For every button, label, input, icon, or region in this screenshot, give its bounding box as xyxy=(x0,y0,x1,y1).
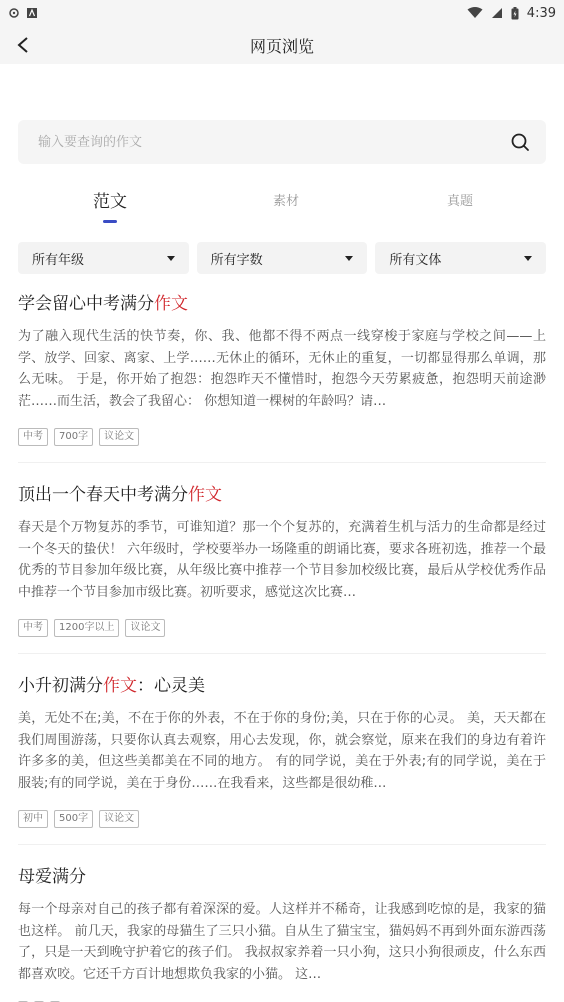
list-item[interactable] xyxy=(18,292,546,463)
search-icon[interactable] xyxy=(510,132,530,152)
tab-sucai[interactable] xyxy=(226,190,346,209)
tag-list xyxy=(18,428,546,446)
battery-icon xyxy=(511,7,519,20)
top-bar xyxy=(0,26,564,64)
article-list xyxy=(18,292,546,1002)
filter-label: 所有文体 xyxy=(389,252,442,268)
active-tab-indicator xyxy=(103,220,117,223)
title-text: 母爱满分 xyxy=(18,867,86,887)
tag-grade: 初中 xyxy=(18,810,48,828)
app-notification-icon xyxy=(8,7,20,19)
tag-grade: 中考 xyxy=(18,428,48,446)
article-title xyxy=(18,865,546,889)
filter-label: 所有年级 xyxy=(32,252,85,268)
title-text: 小升初满分 xyxy=(18,676,103,696)
tag-list xyxy=(18,810,546,828)
article-title xyxy=(18,674,546,698)
filter-label: 所有字数 xyxy=(210,252,263,268)
tab-zhenti[interactable] xyxy=(400,190,520,209)
status-time: 4:39 xyxy=(526,5,556,21)
tag-genre: 议论文 xyxy=(99,810,139,828)
dropdown-caret-icon xyxy=(167,256,175,261)
title-highlight: 作文 xyxy=(188,485,222,505)
title-highlight: 作文 xyxy=(154,294,188,314)
list-item[interactable] xyxy=(18,674,546,845)
title-text: 顶出一个春天中考满分 xyxy=(18,485,188,505)
tab-label: 素材 xyxy=(272,194,299,209)
wordcount-filter-dropdown[interactable] xyxy=(197,242,368,274)
tab-fanwen[interactable] xyxy=(50,187,170,212)
search-bar xyxy=(18,120,546,164)
list-item[interactable] xyxy=(18,483,546,654)
genre-filter-dropdown[interactable] xyxy=(375,242,546,274)
wifi-icon xyxy=(467,7,483,19)
category-tabs xyxy=(0,190,564,230)
status-bar xyxy=(0,0,564,26)
tag-genre: 议论文 xyxy=(125,619,165,637)
grade-filter-dropdown[interactable] xyxy=(18,242,189,274)
search-input[interactable] xyxy=(18,120,498,164)
divider xyxy=(18,653,546,654)
tag-genre: 议论文 xyxy=(99,428,139,446)
divider xyxy=(18,844,546,845)
status-left-icons xyxy=(8,7,38,19)
dropdown-caret-icon xyxy=(524,256,532,261)
article-excerpt: 美，无处不在;美，不在于你的外表，不在于你的身份;美，只在于你的心灵。 美，天天都在我们周围游荡，只要你认真去观察，用心去发现，你，就会察觉，原来在我们的身边有着许许多多的美，但这些美都美在不同的地方。 有的同学说，美在于外表;有的同学说，美在于服装;有的同学说，美在于身份……在我看来，这些都是很幼稚… xyxy=(18,711,546,791)
divider xyxy=(18,462,546,463)
tag-wordcount: 700字 xyxy=(54,428,93,446)
article-excerpt: 为了融入现代生活的快节奏，你、我、他都不得不两点一线穿梭于家庭与学校之间——上学、放学、回家、离家、上学……无休止的循环，无休止的重复，一切都显得那么单调，那么无味。 于是，你开始了抱怨：抱怨昨天不懂惜时，抱怨今天劳累疲惫，抱怨明天前途渺茫……而生活，教会了我留心： 你想知道一棵树的年龄吗？请… xyxy=(18,329,546,409)
font-notification-icon xyxy=(26,7,38,19)
filter-bar xyxy=(18,242,546,274)
tab-label: 范文 xyxy=(93,192,127,212)
tag-grade: 中考 xyxy=(18,619,48,637)
tag-wordcount: 500字 xyxy=(54,810,93,828)
article-title xyxy=(18,483,546,507)
list-item[interactable] xyxy=(18,865,546,1002)
tag-wordcount: 1200字以上 xyxy=(54,619,119,637)
status-right xyxy=(467,6,556,21)
article-title xyxy=(18,292,546,316)
title-text: 学会留心中考满分 xyxy=(18,294,154,314)
tab-label: 真题 xyxy=(446,194,473,209)
article-excerpt: 春天是个万物复苏的季节，可谁知道？那一个个复苏的，充满着生机与活力的生命都是经过一个冬天的蛰伏！ 六年级时，学校要举办一场隆重的朗诵比赛，要求各班初选，推荐一个最优秀的节目参加年级比赛，从年级比赛中推荐一个节目参加校级比赛，最后从学校优秀作品中推荐一个节目参加市级比赛。初听要求，感觉这次比赛… xyxy=(18,520,546,600)
dropdown-caret-icon xyxy=(345,256,353,261)
signal-icon xyxy=(491,7,503,19)
tag-list xyxy=(18,619,546,637)
article-excerpt: 每一个母亲对自己的孩子都有着深深的爱。人这样并不稀奇，让我感到吃惊的是，我家的猫也这样。 前几天，我家的母猫生了三只小猫。自从生了猫宝宝，猫妈妈不再到外面东游西荡了，只是一天到晚守护着它的孩子们。 我叔叔家养着一只小狗，这只小狗很顽皮，什么东西都喜欢咬。它还千方百计地想欺负我家的小猫。 这… xyxy=(18,902,546,982)
title-highlight: 作文 xyxy=(103,676,137,696)
page-title: 网页浏览 xyxy=(249,37,314,56)
title-suffix: ：心灵美 xyxy=(137,676,205,696)
